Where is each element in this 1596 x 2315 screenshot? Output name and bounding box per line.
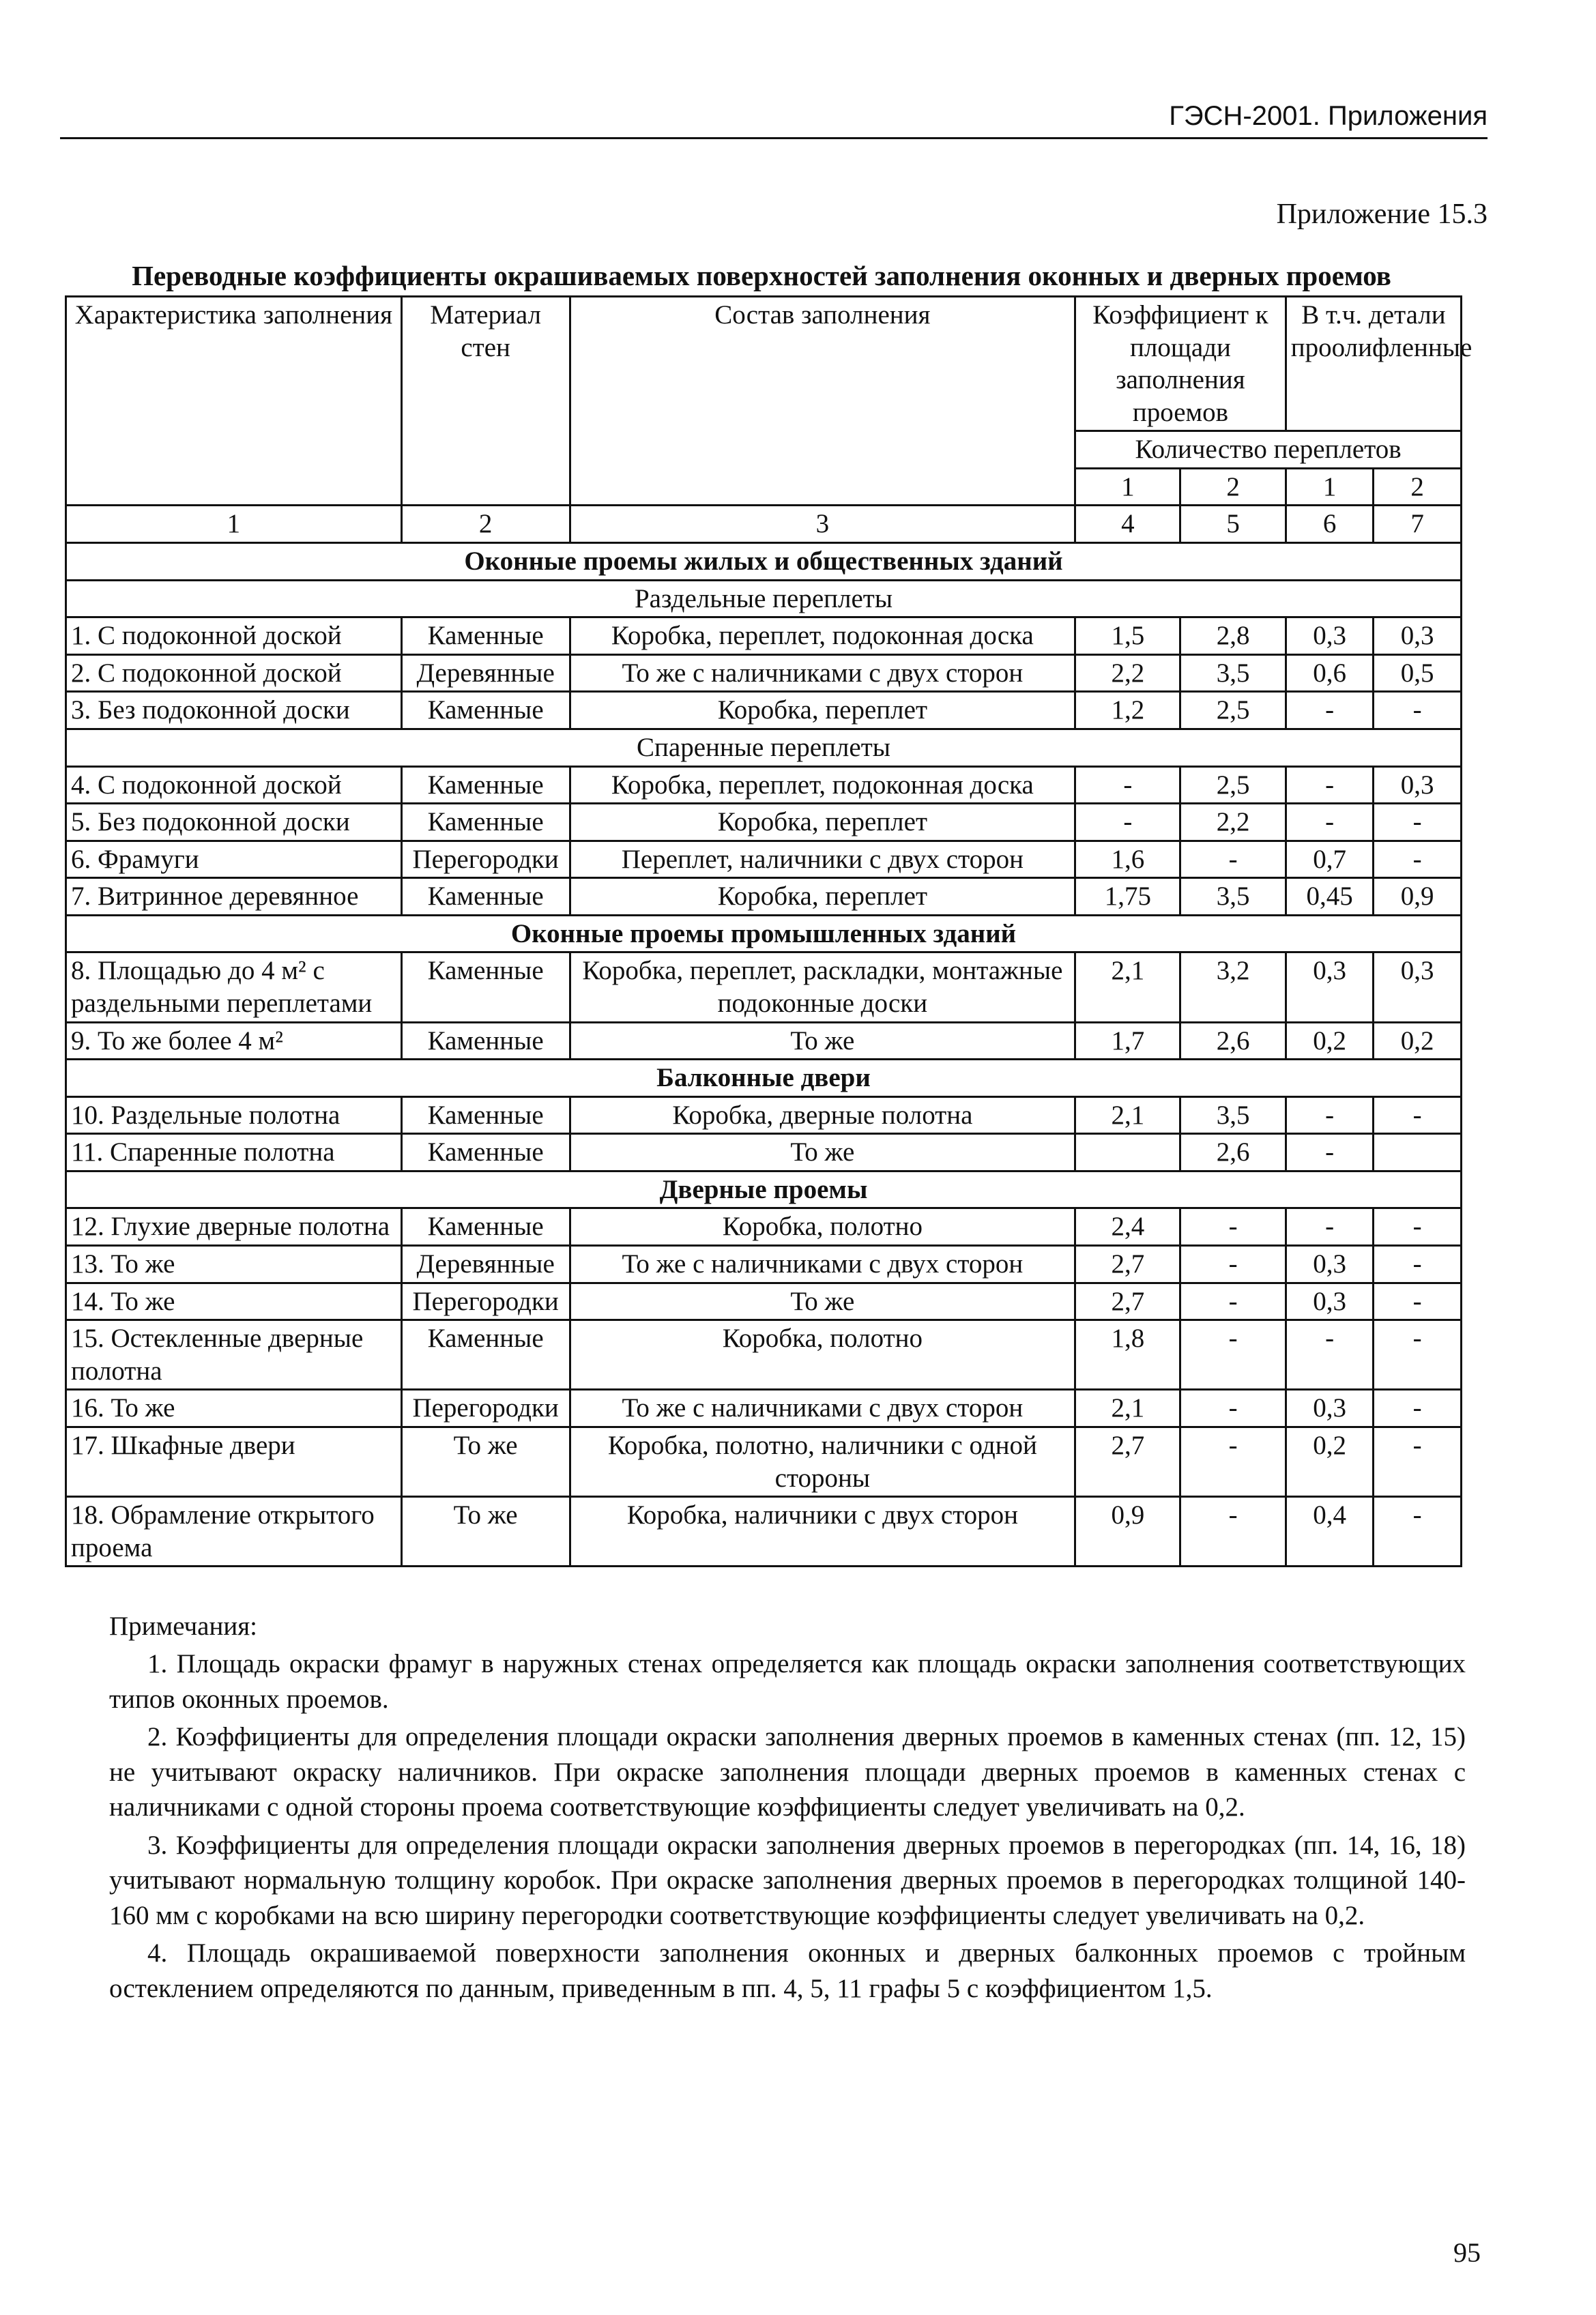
cell-value: - [1374, 1096, 1462, 1134]
table-row [66, 1497, 1462, 1567]
cell-value: 0,2 [1374, 1022, 1462, 1060]
cell-value: 3,5 [1180, 654, 1286, 692]
cell-value: 0,2 [1286, 1427, 1374, 1496]
cell-composition: То же с наличниками с двух сторон [570, 1390, 1075, 1427]
cell-characteristic: 6. Фрамуги [66, 841, 402, 878]
cell-composition: То же [570, 1283, 1075, 1320]
cell-value: 2,6 [1180, 1134, 1286, 1171]
coefficients-table [65, 295, 1472, 1567]
cell-characteristic: 11. Спаренные полотна [66, 1134, 402, 1171]
cell-material: Каменные [401, 1134, 570, 1171]
cell-characteristic: 5. Без подоконной доски [66, 804, 402, 841]
header-frame-count: Количество переплетов [1075, 431, 1462, 469]
cell-value: - [1286, 1134, 1374, 1171]
cell-material: Каменные [401, 1208, 570, 1246]
section-heading: Балконные двери [66, 1060, 1462, 1097]
table-row [66, 804, 1462, 841]
subsection-heading: Спаренные переплеты [66, 729, 1462, 766]
cell-value: 2,2 [1180, 804, 1286, 841]
cell-characteristic: 17. Шкафные двери [66, 1427, 402, 1496]
cell-value: 2,2 [1075, 654, 1180, 692]
cell-material: Перегородки [401, 1390, 570, 1427]
header-oiled-details: В т.ч. детали проолифленные [1286, 297, 1461, 431]
cell-value: 0,5 [1374, 654, 1462, 692]
cell-value: 2,7 [1075, 1283, 1180, 1320]
cell-material: Каменные [401, 1096, 570, 1134]
table-row [66, 692, 1462, 729]
table-row [66, 1096, 1462, 1134]
cell-value: 2,4 [1075, 1208, 1180, 1246]
cell-value: 0,3 [1374, 952, 1462, 1022]
cell-value: - [1374, 1427, 1462, 1496]
cell-value: 0,9 [1075, 1497, 1180, 1567]
cell-composition: Коробка, дверные полотна [570, 1096, 1075, 1134]
cell-characteristic: 14. То же [66, 1283, 402, 1320]
cell-value: 0,3 [1286, 952, 1374, 1022]
cell-value: - [1286, 766, 1374, 804]
cell-value: 0,3 [1374, 617, 1462, 655]
cell-value [1374, 1134, 1462, 1171]
cell-value: 0,4 [1286, 1497, 1374, 1567]
table-row [66, 1283, 1462, 1320]
notes-heading: Примечания: [109, 1612, 257, 1641]
cell-value: 0,7 [1286, 841, 1374, 878]
cell-value: 0,9 [1374, 878, 1462, 916]
cell-value: - [1180, 841, 1286, 878]
cell-value: 1,75 [1075, 878, 1180, 916]
cell-material: Перегородки [401, 1283, 570, 1320]
cell-value: - [1374, 692, 1462, 729]
cell-composition: Коробка, полотно [570, 1208, 1075, 1246]
cell-value: 1,7 [1075, 1022, 1180, 1060]
cell-value: - [1374, 841, 1462, 878]
cell-value: 0,3 [1286, 617, 1374, 655]
header-sub-cell: 1 [1286, 468, 1374, 506]
cell-value: 2,7 [1075, 1246, 1180, 1283]
note-item: 1. Площадь окраски фрамуг в наружных стенах определяется как площадь окраски заполнения соответствующих типов оконных проемов. [109, 1649, 1466, 1714]
cell-value: - [1374, 1208, 1462, 1246]
cell-value: 3,2 [1180, 952, 1286, 1022]
cell-composition: Коробка, переплет, подоконная доска [570, 766, 1075, 804]
cell-composition: Коробка, наличники с двух сторон [570, 1497, 1075, 1567]
cell-composition: Коробка, переплет, раскладки, монтажные подоконные доски [570, 952, 1075, 1022]
cell-characteristic: 18. Обрамление открытого проема [66, 1497, 402, 1567]
cell-material: Каменные [401, 804, 570, 841]
cell-value: 2,1 [1075, 1096, 1180, 1134]
table-row [66, 1134, 1462, 1171]
table-row [66, 1427, 1462, 1496]
cell-value: 0,3 [1286, 1283, 1374, 1320]
table-row [66, 1246, 1462, 1283]
cell-value: - [1374, 1320, 1462, 1390]
cell-value: - [1286, 1096, 1374, 1134]
cell-value: - [1075, 804, 1180, 841]
cell-composition: Коробка, полотно, наличники с одной стороны [570, 1427, 1075, 1496]
cell-composition: Коробка, переплет [570, 804, 1075, 841]
cell-value: - [1286, 804, 1374, 841]
note-item: 4. Площадь окрашиваемой поверхности заполнения оконных и дверных балконных проемов с тройным остеклением определяются по данным, приведенным в пп. 4, 5, 11 графы 5 с коэффициентом 1,5. [109, 1938, 1466, 2003]
table-row [66, 841, 1462, 878]
cell-value: 2,5 [1180, 766, 1286, 804]
cell-characteristic: 1. С подоконной доской [66, 617, 402, 655]
cell-composition: То же с наличниками с двух сторон [570, 654, 1075, 692]
table-row [66, 1022, 1462, 1060]
note-item: 3. Коэффициенты для определения площади окраски заполнения дверных проемов в перегородках (пп. 14, 16, 18) учитывают нормальную толщину коробок. При окраске заполнения дверных проемов в перегородках толщиной 140-160 мм с коробками на всю ширину перегородки соответствующие коэффициенты следует увеличивать на 0,2. [109, 1830, 1466, 1930]
cell-value: - [1286, 1208, 1374, 1246]
page-number: 95 [1453, 2237, 1481, 2268]
header-wall-material: Материал стен [401, 297, 570, 506]
cell-value: - [1286, 692, 1374, 729]
section-heading: Оконные проемы жилых и общественных зданий [66, 543, 1462, 581]
cell-material: Деревянные [401, 1246, 570, 1283]
cell-material: Деревянные [401, 654, 570, 692]
cell-composition: Переплет, наличники с двух сторон [570, 841, 1075, 878]
section-heading: Дверные проемы [66, 1171, 1462, 1208]
cell-value: 1,5 [1075, 617, 1180, 655]
cell-composition: То же с наличниками с двух сторон [570, 1246, 1075, 1283]
cell-value: 0,6 [1286, 654, 1374, 692]
cell-value: - [1180, 1208, 1286, 1246]
column-number: 3 [570, 506, 1075, 543]
cell-characteristic: 9. То же более 4 м² [66, 1022, 402, 1060]
subsection-heading: Раздельные переплеты [66, 580, 1462, 617]
header-characteristic: Характеристика заполнения [66, 297, 402, 506]
cell-characteristic: 3. Без подоконной доски [66, 692, 402, 729]
cell-material: То же [401, 1427, 570, 1496]
cell-composition: Коробка, переплет [570, 878, 1075, 916]
table-row [66, 1390, 1462, 1427]
cell-value [1075, 1134, 1180, 1171]
cell-material: Каменные [401, 952, 570, 1022]
running-head: ГЭСН-2001. Приложения [60, 101, 1488, 139]
cell-value: 0,2 [1286, 1022, 1374, 1060]
cell-value: - [1180, 1246, 1286, 1283]
column-number: 7 [1374, 506, 1462, 543]
cell-characteristic: 2. С подоконной доской [66, 654, 402, 692]
notes [109, 1609, 1466, 2009]
cell-material: Каменные [401, 692, 570, 729]
cell-value: 2,1 [1075, 952, 1180, 1022]
note-item: 2. Коэффициенты для определения площади окраски заполнения дверных проемов в каменных стенах (пп. 12, 15) не учитывают окраску наличников. При окраске заполнения площади дверных проемов в каменных стенах с наличниками с одной стороны проема соответствующие коэффициенты следует увеличивать на 0,2. [109, 1722, 1466, 1822]
cell-value: 2,5 [1180, 692, 1286, 729]
table-row [66, 766, 1462, 804]
table-row [66, 952, 1462, 1022]
cell-value: - [1180, 1427, 1286, 1496]
header-sub-cell: 2 [1374, 468, 1462, 506]
cell-value: 1,8 [1075, 1320, 1180, 1390]
cell-material: Каменные [401, 1320, 570, 1390]
cell-value: - [1180, 1283, 1286, 1320]
cell-characteristic: 13. То же [66, 1246, 402, 1283]
cell-value: 2,6 [1180, 1022, 1286, 1060]
header-sub-cell: 2 [1180, 468, 1286, 506]
cell-characteristic: 8. Площадью до 4 м² с раздельными переплетами [66, 952, 402, 1022]
cell-composition: То же [570, 1134, 1075, 1171]
table-title: Переводные коэффициенты окрашиваемых поверхностей заполнения оконных и дверных проемов [132, 260, 1391, 291]
cell-characteristic: 7. Витринное деревянное [66, 878, 402, 916]
cell-value: 0,3 [1286, 1390, 1374, 1427]
cell-value: 0,3 [1374, 766, 1462, 804]
cell-value: - [1374, 804, 1462, 841]
table-row [66, 1320, 1462, 1390]
cell-value: 3,5 [1180, 1096, 1286, 1134]
cell-material: Каменные [401, 766, 570, 804]
cell-material: Каменные [401, 617, 570, 655]
column-number: 6 [1286, 506, 1374, 543]
column-number: 5 [1180, 506, 1286, 543]
cell-composition: Коробка, переплет, подоконная доска [570, 617, 1075, 655]
column-number: 4 [1075, 506, 1180, 543]
cell-material: Перегородки [401, 841, 570, 878]
table-row [66, 1208, 1462, 1246]
header-area-coefficient: Коэффициент к площади заполнения проемов [1075, 297, 1286, 431]
cell-value: 0,45 [1286, 878, 1374, 916]
cell-value: - [1374, 1497, 1462, 1567]
cell-characteristic: 4. С подоконной доской [66, 766, 402, 804]
table-row [66, 654, 1462, 692]
cell-value: - [1180, 1390, 1286, 1427]
cell-characteristic: 12. Глухие дверные полотна [66, 1208, 402, 1246]
cell-value: - [1374, 1390, 1462, 1427]
cell-material: То же [401, 1497, 570, 1567]
cell-composition: Коробка, полотно [570, 1320, 1075, 1390]
cell-material: Каменные [401, 878, 570, 916]
cell-value: - [1075, 766, 1180, 804]
cell-value: 0,3 [1286, 1246, 1374, 1283]
cell-characteristic: 16. То же [66, 1390, 402, 1427]
cell-value: - [1180, 1497, 1286, 1567]
cell-value: 1,6 [1075, 841, 1180, 878]
table-row [66, 617, 1462, 655]
cell-characteristic: 15. Остекленные дверные полотна [66, 1320, 402, 1390]
cell-value: 3,5 [1180, 878, 1286, 916]
cell-composition: Коробка, переплет [570, 692, 1075, 729]
cell-material: Каменные [401, 1022, 570, 1060]
cell-composition: То же [570, 1022, 1075, 1060]
header-composition: Состав заполнения [570, 297, 1075, 506]
table-row [66, 878, 1462, 916]
column-number: 2 [401, 506, 570, 543]
cell-value: 2,8 [1180, 617, 1286, 655]
cell-value: 2,7 [1075, 1427, 1180, 1496]
column-number: 1 [66, 506, 402, 543]
cell-value: - [1286, 1320, 1374, 1390]
cell-value: - [1180, 1320, 1286, 1390]
section-heading: Оконные проемы промышленных зданий [66, 915, 1462, 952]
cell-value: 1,2 [1075, 692, 1180, 729]
cell-value: 2,1 [1075, 1390, 1180, 1427]
cell-value: - [1374, 1283, 1462, 1320]
cell-characteristic: 10. Раздельные полотна [66, 1096, 402, 1134]
header-sub-cell: 1 [1075, 468, 1180, 506]
cell-value: - [1374, 1246, 1462, 1283]
appendix-label: Приложение 15.3 [1276, 199, 1488, 230]
